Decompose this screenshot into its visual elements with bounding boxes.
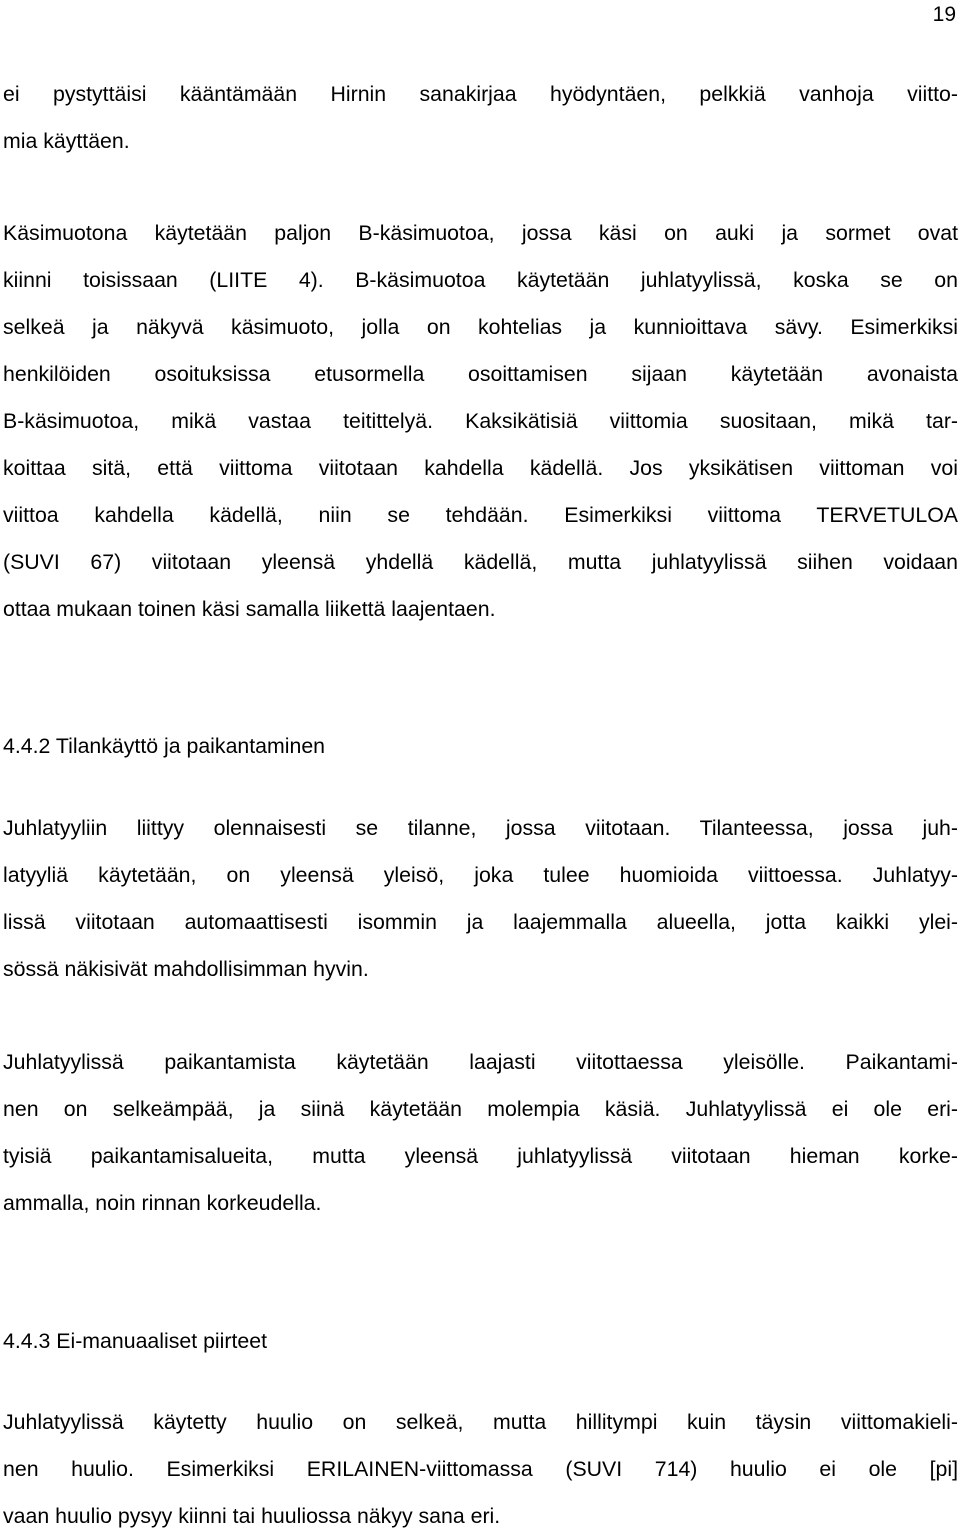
text-line: vaan huulio pysyy kiinni tai huuliossa näkyy sana eri. xyxy=(3,1504,501,1528)
text-line: B-käsimuotoa, mikä vastaa teitittelyä. Kaksikätisiä viittomia suositaan, mikä tar- xyxy=(3,409,958,433)
text-line: latyyliä käytetään, on yleensä yleisö, joka tulee huomioida viittoessa. Juhlatyy- xyxy=(3,863,958,887)
text-line: mia käyttäen. xyxy=(3,129,130,153)
text-line: Juhlatyylissä paikantamista käytetään laajasti viitottaessa yleisölle. Paikantami- xyxy=(3,1050,958,1074)
text-line: ammalla, noin rinnan korkeudella. xyxy=(3,1191,322,1215)
text-line: ei pystyttäisi kääntämään Hirnin sanakirjaa hyödyntäen, pelkkiä vanhoja viitto- xyxy=(3,82,958,106)
section-heading-4-4-2: 4.4.2 Tilankäyttö ja paikantaminen xyxy=(3,734,326,758)
paragraph-non-manual xyxy=(3,1399,958,1540)
paragraph-continuation xyxy=(3,71,958,165)
text-line: nen on selkeämpää, ja siinä käytetään molempia käsiä. Juhlatyylissä ei ole eri- xyxy=(3,1097,958,1121)
text-line: henkilöiden osoituksissa etusormella osoittamisen sijaan käytetään avonaista xyxy=(3,362,958,386)
text-line: Juhlatyyliin liittyy olennaisesti se tilanne, jossa viitotaan. Tilanteessa, jossa juh- xyxy=(3,816,958,840)
text-line: lissä viitotaan automaattisesti isommin ja laajemmalla alueella, jotta kaikki ylei- xyxy=(3,910,958,934)
text-line: koittaa sitä, että viittoma viitotaan kahdella kädellä. Jos yksikätisen viittoman voi xyxy=(3,456,958,480)
text-line: viittoa kahdella kädellä, niin se tehdään. Esimerkiksi viittoma TERVETULOA xyxy=(3,503,958,527)
paragraph-localization xyxy=(3,1039,958,1227)
paragraph-space-use xyxy=(3,805,958,993)
text-line: Juhlatyylissä käytetty huulio on selkeä, mutta hillitympi kuin täysin viittomakieli- xyxy=(3,1410,958,1434)
text-line: nen huulio. Esimerkiksi ERILAINEN-viittomassa (SUVI 714) huulio ei ole [pi] xyxy=(3,1457,958,1481)
text-line: (SUVI 67) viitotaan yleensä yhdellä kädellä, mutta juhlatyylissä siihen voidaan xyxy=(3,550,958,574)
section-heading-4-4-3: 4.4.3 Ei-manuaaliset piirteet xyxy=(3,1329,267,1353)
text-line: sössä näkisivät mahdollisimman hyvin. xyxy=(3,957,369,981)
text-line: ottaa mukaan toinen käsi samalla liikettä laajentaen. xyxy=(3,597,496,621)
text-line: tyisiä paikantamisalueita, mutta yleensä juhlatyylissä viitotaan hieman korke- xyxy=(3,1144,958,1168)
text-line: kiinni toisissaan (LIITE 4). B-käsimuotoa käytetään juhlatyylissä, koska se on xyxy=(3,268,958,292)
paragraph-hand-shape xyxy=(3,210,958,633)
text-line: selkeä ja näkyvä käsimuoto, jolla on kohtelias ja kunnioittava sävy. Esimerkiksi xyxy=(3,315,958,339)
text-line: Käsimuotona käytetään paljon B-käsimuotoa, jossa käsi on auki ja sormet ovat xyxy=(3,221,958,245)
page-number: 19 xyxy=(932,3,956,26)
